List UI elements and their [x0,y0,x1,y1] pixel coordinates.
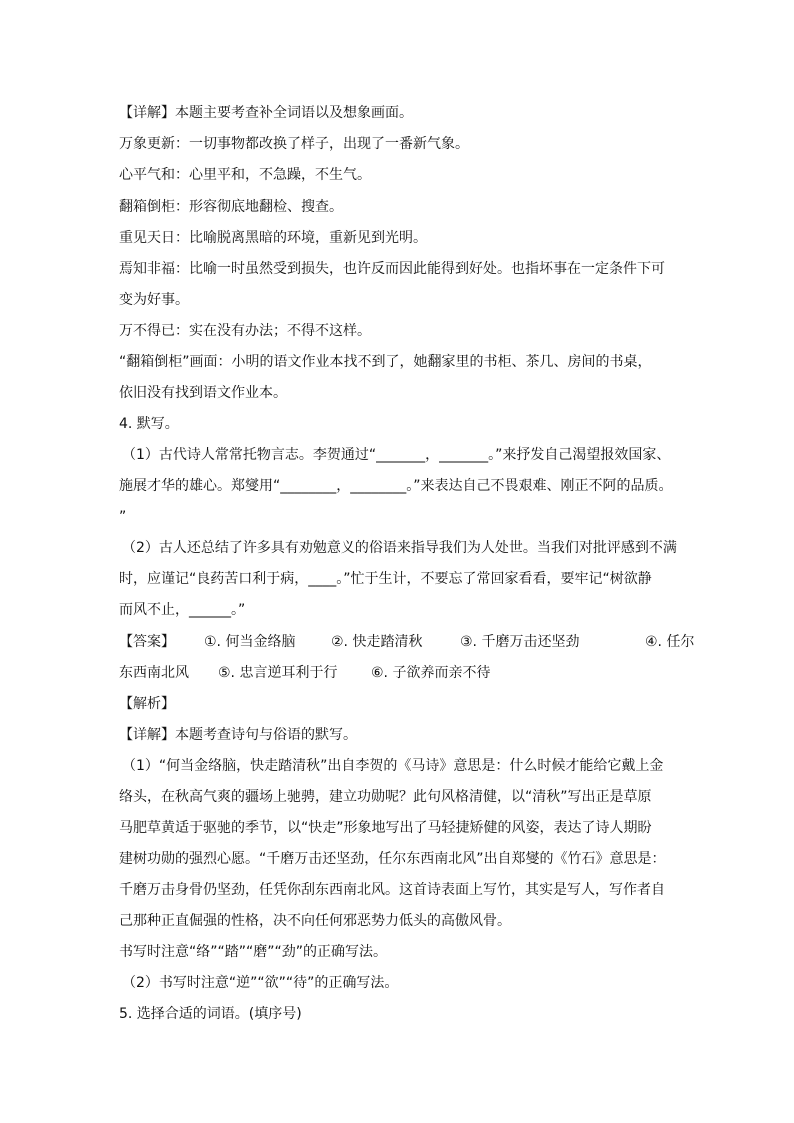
answer-item: ②. 快走踏清秋 [331,634,423,650]
analysis-paragraph-line: 络头，在秋高气爽的疆场上驰骋，建立功勋呢？此句风格清健，以“清秋”写出正是草原 [119,789,652,805]
analysis-paragraph-line: 建树功勋的强烈心愿。“千磨万击还坚劲，任尔东西南北风”出自郑燮的《竹石》意思是： [119,851,666,867]
definition-line: 心平气和：心里平和，不急躁，不生气。 [119,167,371,183]
question-4-part-2: 时，应谨记“良药苦口利于病，____。”忙于生计，不要忘了常回家看看，要牢记“树欲静 [119,571,652,587]
writing-note: （2）书写时注意“逆”“欲”“待”的正确写法。 [122,975,399,991]
scene-description-line: “翻箱倒柜”画面：小明的语文作业本找不到了，她翻家里的书柜、茶几、房间的书桌， [119,354,652,370]
definition-line: 重见天日：比喻脱离黑暗的环境，重新见到光明。 [119,230,427,246]
question-4-part-1: （1）古代诗人常常托物言志。李贺通过“_______，_______。”来抒发自己渴望报效国家、 [122,447,671,463]
question-4-part-2: （2）古人还总结了许多具有劝勉意义的俗语来指导我们为人处世。当我们对批评感到不满 [122,540,677,556]
scene-description-line: 依旧没有找到语文作业本。 [119,385,287,401]
analysis-heading: 【解析】 [119,696,175,712]
writing-note: 书写时注意“络”“踏”“磨”“劲”的正确写法。 [119,944,388,960]
detail-heading: 【详解】本题考查诗句与俗语的默写。 [119,727,357,743]
answer-item: ⑥. 子欲养而亲不待 [371,665,491,681]
definition-line: 万象更新：一切事物都改换了样子，出现了一番新气象。 [119,136,469,152]
answer-item: ①. 何当金络脑 [204,634,296,650]
definition-line: 变为好事。 [119,292,189,308]
answer-item: ③. 千磨万击还坚劲 [460,634,580,650]
definition-line: 焉知非福：比喻一时虽然受到损失，也许反而因此能得到好处。也指坏事在一定条件下可 [119,261,665,277]
analysis-paragraph-line: 千磨万击身骨仍坚劲，任凭你刮东西南北风。这首诗表面上写竹，其实是写人，写作者自 [119,882,665,898]
question-5-heading: 5. 选择合适的词语。(填序号) [119,1006,302,1022]
answer-item: 东西南北风 [119,665,189,681]
detail-heading: 【详解】本题主要考查补全词语以及想象画面。 [119,105,413,121]
definition-line: 翻箱倒柜：形容彻底地翻检、搜查。 [119,199,343,215]
definition-line: 万不得已：实在没有办法；不得不这样。 [119,323,371,339]
answer-item: ⑤. 忠言逆耳利于行 [218,665,338,681]
question-4-part-2: 而风不止，______。” [119,602,246,618]
question-4-part-1: 施展才华的雄心。郑燮用“________，________。”来表达自己不畏艰难、刚正不阿的品质。 [119,478,673,494]
question-4-part-1-end: ” [119,509,127,525]
answer-item: ④. 任尔 [645,634,695,650]
analysis-paragraph-line: 马肥草黄适于驱驰的季节，以“快走”形象地写出了马轻捷矫健的风姿，表达了诗人期盼 [119,820,652,836]
analysis-paragraph-line: 己那种正直倔强的性格，决不向任何邪恶势力低头的高傲风骨。 [119,913,511,929]
question-4-heading: 4. 默写。 [119,416,179,432]
analysis-paragraph-line: （1）“何当金络脑，快走踏清秋”出自李贺的《马诗》意思是：什么时候才能给它戴上金 [122,758,664,774]
answer-label: 【答案】 [119,634,175,650]
